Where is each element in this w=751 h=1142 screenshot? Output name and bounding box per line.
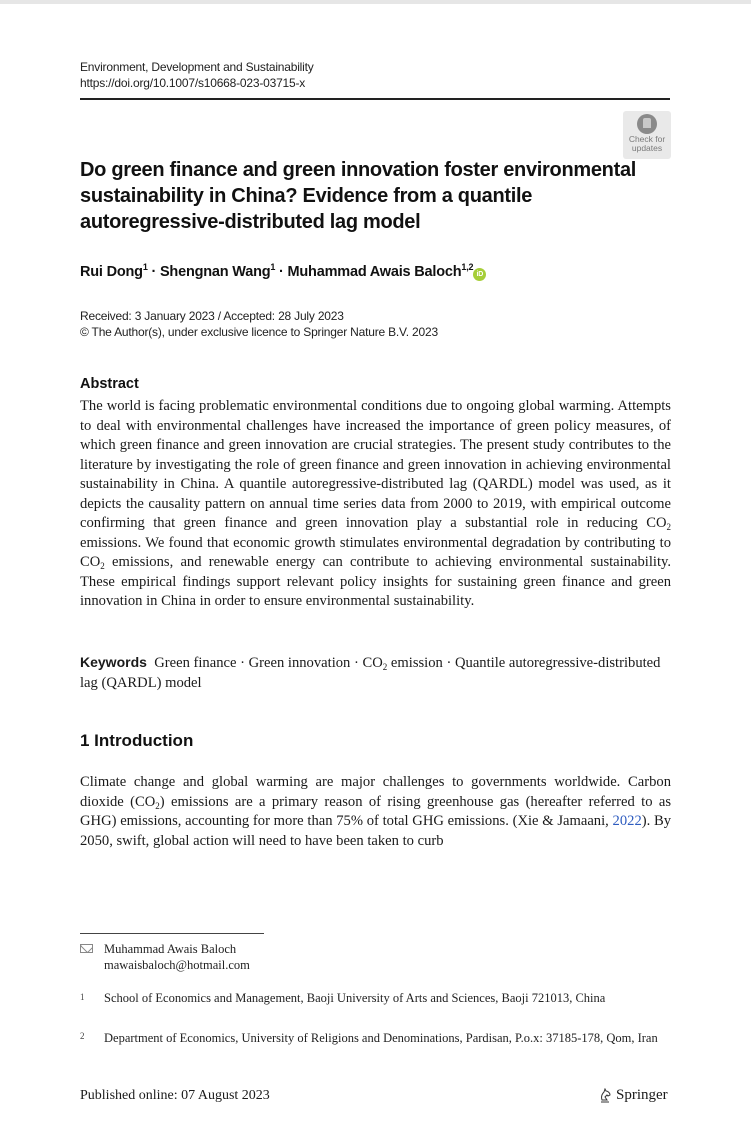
correspondence [104, 941, 664, 973]
affiliation-mark: 2 [80, 1031, 85, 1041]
crossmark-button[interactable] [623, 111, 671, 159]
journal-header [80, 59, 314, 91]
paper-title: Do green finance and green innovation foster environmental sustainability in China? Evidence from a quantile autoregressive-distributed lag model [80, 159, 637, 233]
author-separator: · [147, 263, 160, 280]
crossmark-icon [637, 114, 657, 134]
orcid-icon[interactable]: iD [473, 268, 486, 281]
keywords: Keywords Green finance · Green innovation · $CO_2$ emission · Quantile autoregressive-distributed lag (QARDL) model [80, 654, 661, 691]
abstract-body: The world is facing problematic environmental conditions due to ongoing global warming. Attempts to deal with environmental challenges have increased the importance of green policy measures, of which green finance and green innovation are crucial strategies. The present study contributes to the literature by investigating the role of green finance and green innovation in achieving environmental sustainability in China. A quantile autoregressive-distributed lag (QARDL) model was used, as it depicts the causality pattern on annual time series data from 2000 to 2019, with empirical outcome confirming that green finance and green innovation play a substantial role in reducing $CO_2$ emissions. We found that economic growth stimulates environmental degradation by contributing to $CO_2$ emissions, and renewable energy can contribute to achieving environmental sustainability. These empirical findings support relevant policy insights for sustaining green finance and green innovation in China in order to ensure environmental sustainability. [80, 398, 671, 609]
affiliation-1: School of Economics and Management, Baoji University of Arts and Sciences, Baoji 721013, China [104, 991, 606, 1005]
author-name: Shengnan Wang [159, 263, 271, 280]
abstract-heading: Abstract [80, 376, 139, 392]
doi-link[interactable]: https://doi.org/10.1007/s10668-023-03715-x [80, 76, 306, 90]
header-divider [80, 98, 670, 100]
article-dates [80, 308, 438, 340]
correspondence-email[interactable]: mawaisbaloch@hotmail.com [104, 958, 250, 972]
published-online: Published online: 07 August 2023 [80, 1088, 270, 1103]
author-affiliation[interactable]: 1,2 [461, 262, 474, 272]
author-separator: · [275, 263, 288, 280]
keywords-label: Keywords [80, 654, 147, 670]
viewer-top-bar [0, 0, 751, 4]
publisher-logo [598, 1087, 668, 1104]
footnote-divider [80, 933, 264, 934]
correspondence-name: Muhammad Awais Baloch [104, 942, 237, 956]
crossmark-line2: updates [631, 143, 663, 153]
author-name: Muhammad Awais Baloch [287, 263, 462, 280]
copyright-notice: © The Author(s), under exclusive licence to Springer Nature B.V. 2023 [80, 325, 438, 339]
envelope-icon [80, 944, 93, 953]
author-affiliation[interactable]: 1 [142, 262, 148, 272]
author-affiliation[interactable]: 1 [270, 262, 276, 272]
author-name: Rui Dong [80, 263, 143, 280]
affiliation-2: Department of Economics, University of Religions and Denominations, Pardisan, P.o.x: 37185-178, Qom, Iran [104, 1031, 658, 1045]
affiliation-mark: 1 [80, 992, 85, 1002]
section-heading-introduction: 1 Introduction [80, 731, 194, 750]
springer-horse-icon [598, 1088, 612, 1104]
citation-link[interactable]: 2022 [612, 813, 642, 829]
journal-name: Environment, Development and Sustainability [80, 60, 314, 74]
publisher-name: Springer [616, 1087, 668, 1103]
introduction-body: Climate change and global warming are major challenges to governments worldwide. Carbon dioxide $(CO_2)$ emissions are a primary reason of rising greenhouse gas (hereafter referred to as GHG) emissions, accounting for more than 75% of total GHG emissions. (Xie & Jamaani, 2022). By 2050, swift, global action will need to have been taken to curb [80, 774, 672, 849]
author-list [80, 262, 486, 281]
received-accepted: Received: 3 January 2023 / Accepted: 28 July 2023 [80, 309, 344, 323]
crossmark-line1: Check for [628, 134, 666, 144]
